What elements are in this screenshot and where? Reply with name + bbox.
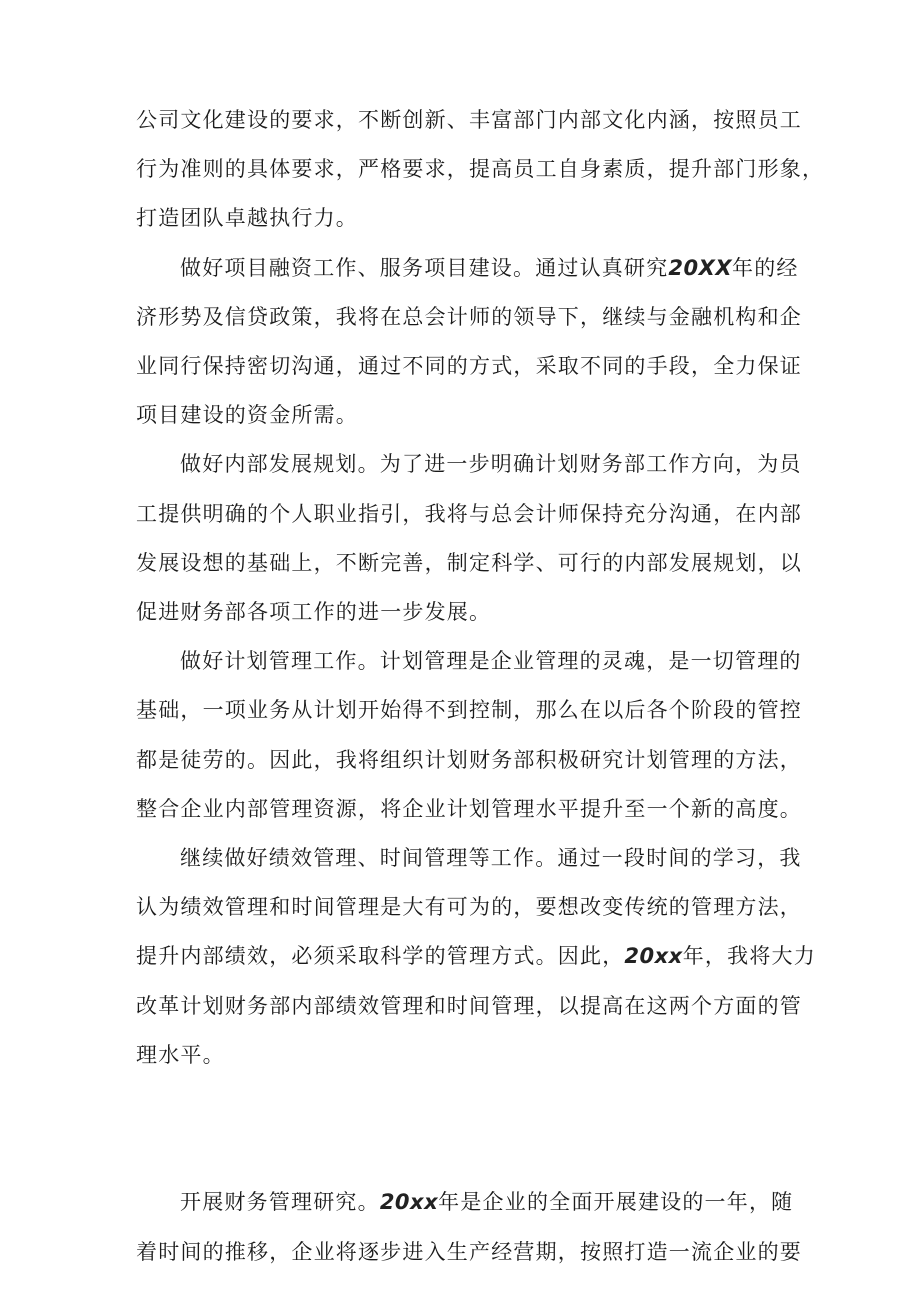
paragraph-4-line-2: 基础，一项业务从计划开始得不到控制，那么在以后各个阶段的管控 [136,698,802,723]
paragraph-2-line-2: 济形势及信贷政策，我将在总会计师的领导下，继续与金融机构和企 [136,304,802,329]
year-20xx-b: 20xx [379,1190,439,1215]
paragraph-2-text-a: 做好项目融资工作、服务项目建设。通过认真研究 [180,255,669,280]
paragraph-5-line-1: 继续做好绩效管理、时间管理等工作。通过一段时间的学习，我 [180,846,802,870]
paragraph-4-line-4: 整合企业内部管理资源，将企业计划管理水平提升至一个新的高度。 [136,796,802,821]
paragraph-1-line-1: 公司文化建设的要求，不断创新、丰富部门内部文化内涵，按照员工 [136,108,802,132]
paragraph-1-line-2: 行为准则的具体要求，严格要求，提高员工自身素质，提升部门形象， [136,157,825,182]
year-20XX: 20XX [668,255,733,280]
paragraph-2-line-1 [180,248,920,288]
paragraph-5-line-3 [136,936,920,976]
paragraph-1-line-3: 打造团队卓越执行力。 [136,206,358,231]
paragraph-6-text-b: 年是企业的全面开展建设的一年，随 [438,1190,794,1215]
paragraph-3-line-3: 发展设想的基础上，不断完善，制定科学、可行的内部发展规划，以 [136,550,802,575]
paragraph-3-line-1: 做好内部发展规划。为了进一步明确计划财务部工作方向，为员 [180,452,802,477]
paragraph-2-text-b: 年的经 [732,255,799,280]
paragraph-6-line-2: 着时间的推移，企业将逐步进入生产经营期，按照打造一流企业的要 [136,1239,802,1264]
paragraph-6-line-1 [180,1182,920,1222]
paragraph-2-line-3: 业同行保持密切沟通，通过不同的方式，采取不同的手段，全力保证 [136,354,802,378]
paragraph-2-line-4: 项目建设的资金所需。 [136,403,358,428]
paragraph-5-line-5: 理水平。 [136,1042,225,1067]
paragraph-5-line-4: 改革计划财务部内部绩效管理和时间管理，以提高在这两个方面的管 [136,993,802,1018]
paragraph-3-line-2: 工提供明确的个人职业指引，我将与总会计师保持充分沟通，在内部 [136,501,802,526]
paragraph-4-line-1: 做好计划管理工作。计划管理是企业管理的灵魂，是一切管理的 [180,649,802,674]
paragraph-5-text-b: 年，我将大力 [682,944,816,969]
paragraph-3-line-4: 促进财务部各项工作的进一步发展。 [136,600,492,624]
paragraph-6-text-a: 开展财务管理研究。 [180,1190,380,1215]
year-20xx-a: 20xx [624,944,683,969]
paragraph-5-line-2: 认为绩效管理和时间管理是大有可为的，要想改变传统的管理方法， [136,895,802,920]
paragraph-5-text-a: 提升内部绩效，必须采取科学的管理方式。因此， [136,944,625,969]
paragraph-4-line-3: 都是徒劳的。因此，我将组织计划财务部积极研究计划管理的方法， [136,747,802,772]
